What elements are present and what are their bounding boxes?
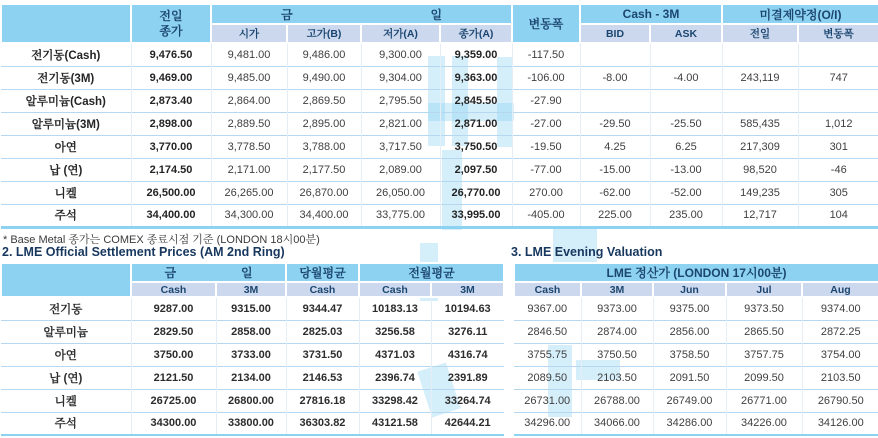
cell: 26,265.00	[211, 181, 287, 204]
cell: 33298.42	[359, 389, 431, 412]
lme-settlement-table	[0, 262, 505, 436]
cell: 34066.00	[581, 412, 653, 435]
cell: 26749.00	[653, 389, 726, 412]
section3-title: 3. LME Evening Valuation	[511, 245, 663, 259]
cell: 301	[798, 135, 878, 158]
cell: 9344.47	[286, 297, 359, 320]
cell: 43121.58	[359, 412, 431, 435]
month-avg-header: 당월평균	[286, 263, 359, 282]
cell: 9,485.00	[211, 66, 287, 89]
cell: 26,770.00	[440, 181, 512, 204]
cell: 9375.00	[653, 297, 726, 320]
cash-header: Cash	[131, 282, 216, 297]
cell: 3757.75	[726, 343, 802, 366]
cell: 26771.00	[726, 389, 802, 412]
cell: 9,363.00	[440, 66, 512, 89]
cell: 26,050.00	[361, 181, 440, 204]
cell: 2,864.00	[211, 89, 287, 112]
table-row	[1, 112, 878, 135]
cell: 26800.00	[216, 389, 286, 412]
footnote: * Base Metal 종가는 COMEX 종료시점 기준 (LONDON 18시00분)	[3, 234, 320, 246]
cell: 9,304.00	[361, 66, 440, 89]
cell: 2856.00	[653, 320, 726, 343]
month-cash-header: Cash	[286, 282, 359, 297]
cell: 9,469.00	[131, 66, 211, 89]
3m-header: 3M	[216, 282, 286, 297]
row-label: 납 (연)	[1, 158, 131, 181]
cell: 2396.74	[359, 366, 431, 389]
cell: 9373.50	[726, 297, 802, 320]
cell: 235.00	[650, 204, 722, 227]
cell: 34286.00	[653, 412, 726, 435]
cell: 9,359.00	[440, 43, 512, 66]
cell: 2,795.50	[361, 89, 440, 112]
table-row	[1, 320, 504, 343]
cell	[722, 43, 798, 66]
table-row	[1, 412, 504, 435]
cell: 9,300.00	[361, 43, 440, 66]
prev-close-header-line1: 전일	[159, 8, 183, 23]
cell: 26,500.00	[131, 181, 211, 204]
today-group-header	[211, 4, 512, 24]
prev-month-avg-header: 전월평균	[359, 263, 504, 282]
cell: 34226.00	[726, 412, 802, 435]
cell: 2,177.50	[287, 158, 361, 181]
cell: 26725.00	[131, 389, 216, 412]
cell: 3,750.50	[440, 135, 512, 158]
table-row	[514, 320, 878, 343]
cell: 33264.74	[431, 389, 504, 412]
cell	[580, 89, 650, 112]
table-row	[514, 366, 878, 389]
cell: 2121.50	[131, 366, 216, 389]
cell: 2,089.00	[361, 158, 440, 181]
cash-3m-group-header: Cash - 3M	[580, 4, 722, 24]
table-row	[514, 297, 878, 320]
cell: -15.00	[580, 158, 650, 181]
cell: 2091.50	[653, 366, 726, 389]
cell: 33800.00	[216, 412, 286, 435]
cell	[580, 43, 650, 66]
cell: 2,174.50	[131, 158, 211, 181]
cell: 2872.25	[802, 320, 878, 343]
cell: -27.00	[512, 112, 580, 135]
cell: -13.00	[650, 158, 722, 181]
table-row	[1, 43, 878, 66]
cell: 2865.50	[726, 320, 802, 343]
cell: 104	[798, 204, 878, 227]
cell: 9,486.00	[287, 43, 361, 66]
row-label: 알루미늄	[1, 320, 131, 343]
table-row	[1, 204, 878, 227]
cell: 2103.50	[581, 366, 653, 389]
row-label: 아연	[1, 343, 131, 366]
table-row	[1, 158, 878, 181]
oi-prev-header: 전일	[722, 24, 798, 43]
table-row	[1, 181, 878, 204]
prev-close-header	[131, 4, 211, 43]
row-label: 아연	[1, 135, 131, 158]
row-label: 주석	[1, 412, 131, 435]
high-header: 고가(B)	[287, 24, 361, 43]
metal-name-column-header	[1, 263, 131, 297]
prev-cash-header: Cash	[359, 282, 431, 297]
today-group-header	[131, 263, 286, 282]
jul-header: Jul	[726, 282, 802, 297]
oi-change-header: 변동폭	[798, 24, 878, 43]
cell: 36303.82	[286, 412, 359, 435]
table-row	[514, 389, 878, 412]
cell: -46	[798, 158, 878, 181]
cell: 3755.75	[514, 343, 581, 366]
cell: 3,770.00	[131, 135, 211, 158]
cell: -77.00	[512, 158, 580, 181]
today-group-label-right: 일	[240, 266, 253, 280]
cell: 98,520	[722, 158, 798, 181]
cell: 2134.00	[216, 366, 286, 389]
3m-header: 3M	[581, 282, 653, 297]
cell: 33,995.00	[440, 204, 512, 227]
cell: 2103.50	[802, 366, 878, 389]
row-label: 납 (연)	[1, 366, 131, 389]
cell: 3733.00	[216, 343, 286, 366]
cell: 3276.11	[431, 320, 504, 343]
row-label: 전기동	[1, 297, 131, 320]
row-label: 니켈	[1, 389, 131, 412]
open-interest-group-header: 미결제약정(O/I)	[722, 4, 878, 24]
cell: 2829.50	[131, 320, 216, 343]
cell: 3750.50	[581, 343, 653, 366]
today-group-label-right: 일	[430, 7, 443, 22]
cell: 2,097.50	[440, 158, 512, 181]
table-row	[1, 297, 504, 320]
cell: 217,309	[722, 135, 798, 158]
cell	[650, 89, 722, 112]
row-label: 주석	[1, 204, 131, 227]
cell: 42644.21	[431, 412, 504, 435]
table-row	[1, 66, 878, 89]
cell: 9,481.00	[211, 43, 287, 66]
cell: 3,788.00	[287, 135, 361, 158]
cell: 2874.00	[581, 320, 653, 343]
cell: 585,435	[722, 112, 798, 135]
bid-header: BID	[580, 24, 650, 43]
cell: 9,476.50	[131, 43, 211, 66]
cell: 10183.13	[359, 297, 431, 320]
today-group-label-left: 금	[164, 266, 177, 280]
table-row	[1, 135, 878, 158]
cell: 12,717	[722, 204, 798, 227]
cell: -117.50	[512, 43, 580, 66]
cell	[798, 89, 878, 112]
cell: 4.25	[580, 135, 650, 158]
cell	[722, 89, 798, 112]
cell: 2099.50	[726, 366, 802, 389]
metal-name-column-header	[1, 4, 131, 43]
cell: 9,490.00	[287, 66, 361, 89]
cell: 4371.03	[359, 343, 431, 366]
cell: 26788.00	[581, 389, 653, 412]
cell: 2391.89	[431, 366, 504, 389]
cell: 2089.50	[514, 366, 581, 389]
cell: 9315.00	[216, 297, 286, 320]
cell: 2,898.00	[131, 112, 211, 135]
cell: 34126.00	[802, 412, 878, 435]
cell: 1,012	[798, 112, 878, 135]
cell: 2,895.00	[287, 112, 361, 135]
cell: 149,235	[722, 181, 798, 204]
cell: 747	[798, 66, 878, 89]
cell: 33,775.00	[361, 204, 440, 227]
cell: 10194.63	[431, 297, 504, 320]
cell: 2846.50	[514, 320, 581, 343]
row-label: 알루미늄(Cash)	[1, 89, 131, 112]
cell: 9367.00	[514, 297, 581, 320]
cell: 2,821.00	[361, 112, 440, 135]
table-row	[1, 343, 504, 366]
cell: -4.00	[650, 66, 722, 89]
low-header: 저가(A)	[361, 24, 440, 43]
cell: 2,873.40	[131, 89, 211, 112]
table-row	[1, 366, 504, 389]
ask-header: ASK	[650, 24, 722, 43]
cell: 2146.53	[286, 366, 359, 389]
cell: -8.00	[580, 66, 650, 89]
cell: 2858.00	[216, 320, 286, 343]
cell: -29.50	[580, 112, 650, 135]
cell: 3731.50	[286, 343, 359, 366]
cell: 34300.00	[131, 412, 216, 435]
cell: 34,400.00	[287, 204, 361, 227]
open-header: 시가	[211, 24, 287, 43]
row-label: 전기동(Cash)	[1, 43, 131, 66]
cell: 3754.00	[802, 343, 878, 366]
cell: -405.00	[512, 204, 580, 227]
evening-valuation-group-header: LME 정산가 (LONDON 17시00분)	[514, 263, 878, 282]
table-row	[1, 89, 878, 112]
close-header: 종가(A)	[440, 24, 512, 43]
row-label: 알루미늄(3M)	[1, 112, 131, 135]
lme-evening-valuation-table	[513, 262, 878, 436]
cell: 3256.58	[359, 320, 431, 343]
section2-title: 2. LME Official Settlement Prices (AM 2nd Ring)	[2, 245, 285, 259]
cell: -106.00	[512, 66, 580, 89]
cell: 34,300.00	[211, 204, 287, 227]
cell: 9287.00	[131, 297, 216, 320]
cell: 2,171.00	[211, 158, 287, 181]
table-row	[1, 389, 504, 412]
cell: 270.00	[512, 181, 580, 204]
cell: 27816.18	[286, 389, 359, 412]
cell: 34296.00	[514, 412, 581, 435]
table-row	[514, 412, 878, 435]
cell: 9373.00	[581, 297, 653, 320]
aug-header: Aug	[802, 282, 878, 297]
row-label: 전기동(3M)	[1, 66, 131, 89]
cell: 26790.50	[802, 389, 878, 412]
change-header: 변동폭	[512, 4, 580, 43]
cell: 2,889.50	[211, 112, 287, 135]
prev-close-header-line2: 종가	[159, 23, 183, 38]
cell: -52.00	[650, 181, 722, 204]
row-label: 니켈	[1, 181, 131, 204]
jun-header: Jun	[653, 282, 726, 297]
prev-3m-header: 3M	[431, 282, 504, 297]
cell: 26,870.00	[287, 181, 361, 204]
cell: 3,778.50	[211, 135, 287, 158]
cell: 3,717.50	[361, 135, 440, 158]
cash-header: Cash	[514, 282, 581, 297]
cell: 4316.74	[431, 343, 504, 366]
cell: -62.00	[580, 181, 650, 204]
cell	[650, 43, 722, 66]
cell	[798, 43, 878, 66]
base-metal-price-table	[0, 3, 878, 229]
cell: 305	[798, 181, 878, 204]
today-group-label-left: 금	[280, 7, 293, 22]
cell: 2,869.50	[287, 89, 361, 112]
cell: 243,119	[722, 66, 798, 89]
cell: 2,845.50	[440, 89, 512, 112]
cell: 225.00	[580, 204, 650, 227]
cell: 2,871.00	[440, 112, 512, 135]
cell: -25.50	[650, 112, 722, 135]
cell: 26731.00	[514, 389, 581, 412]
cell: 6.25	[650, 135, 722, 158]
cell: 9374.00	[802, 297, 878, 320]
cell: 34,400.00	[131, 204, 211, 227]
cell: 3750.00	[131, 343, 216, 366]
cell: 2825.03	[286, 320, 359, 343]
table-row	[514, 343, 878, 366]
cell: -27.90	[512, 89, 580, 112]
cell: 3758.50	[653, 343, 726, 366]
cell: -19.50	[512, 135, 580, 158]
